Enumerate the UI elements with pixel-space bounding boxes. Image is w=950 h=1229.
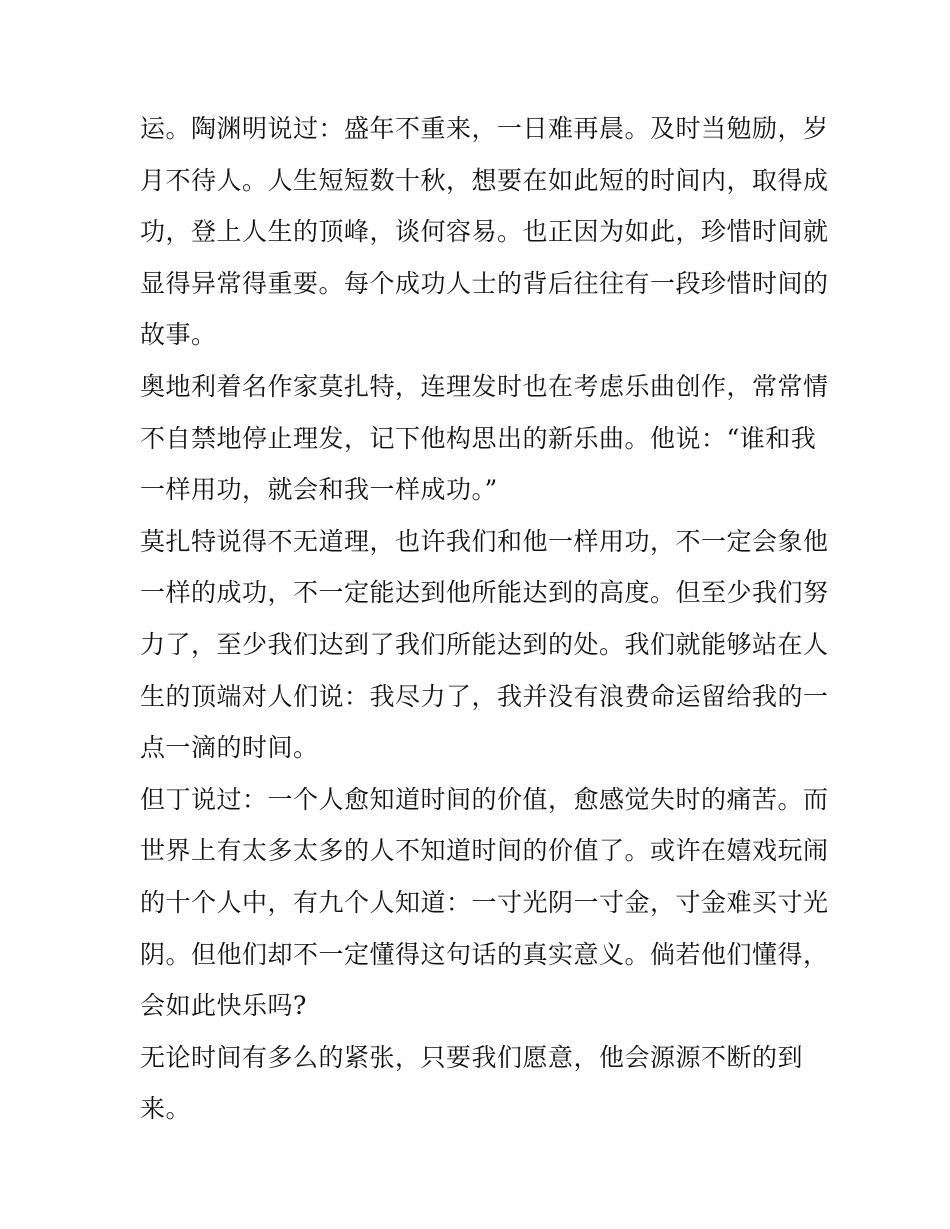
- text-line: 来。: [140, 1094, 192, 1124]
- text-line: 点一滴的时间。: [140, 733, 319, 763]
- text-line: 阴。但他们却不一定懂得这句话的真实意义。倘若他们懂得，: [140, 939, 829, 969]
- text-line: 月不待人。人生短短数十秋，想要在如此短的时间内，取得成: [140, 165, 829, 195]
- text-line: 力了，至少我们达到了我们所能达到的处。我们就能够站在人: [140, 629, 829, 659]
- text-line: 运。陶渊明说过：盛年不重来，一日难再晨。及时当勉励，岁: [140, 114, 829, 143]
- document-body: [140, 103, 829, 1135]
- text-line: 奥地利着名作家莫扎特，连理发时也在考虑乐曲创作，常常情: [140, 371, 829, 401]
- text-line: 不自禁地停止理发，记下他构思出的新乐曲。他说：“谁和我: [140, 423, 817, 453]
- text-line: 生的顶端对人们说：我尽力了，我并没有浪费命运留给我的一: [140, 681, 829, 711]
- paragraph-4: [140, 774, 829, 1032]
- text-line: 故事。: [140, 320, 217, 350]
- text-line: 无论时间有多么的紧张，只要我们愿意，他会源源不断的到: [140, 1042, 804, 1072]
- text-line: 功，登上人生的顶峰，谈何容易。也正因为如此，珍惜时间就: [140, 217, 829, 247]
- text-line: 会如此快乐吗?: [140, 991, 307, 1021]
- text-line: 一样的成功，不一定能达到他所能达到的高度。但至少我们努: [140, 578, 829, 608]
- paragraph-3: [140, 516, 829, 774]
- text-line: 显得异常得重要。每个成功人士的背后往往有一段珍惜时间的: [140, 268, 829, 298]
- text-line: 的十个人中，有九个人知道：一寸光阴一寸金，寸金难买寸光: [140, 887, 829, 917]
- text-line: 一样用功，就会和我一样成功。”: [140, 475, 498, 505]
- paragraph-2: [140, 361, 829, 516]
- paragraph-5: [140, 1032, 820, 1135]
- text-line: 但丁说过：一个人愈知道时间的价值，愈感觉失时的痛苦。而: [140, 784, 829, 814]
- paragraph-1: [140, 103, 829, 361]
- text-line: 莫扎特说得不无道理，也许我们和他一样用功，不一定会象他: [140, 526, 829, 556]
- text-line: 世界上有太多太多的人不知道时间的价值了。或许在嬉戏玩闹: [140, 836, 829, 866]
